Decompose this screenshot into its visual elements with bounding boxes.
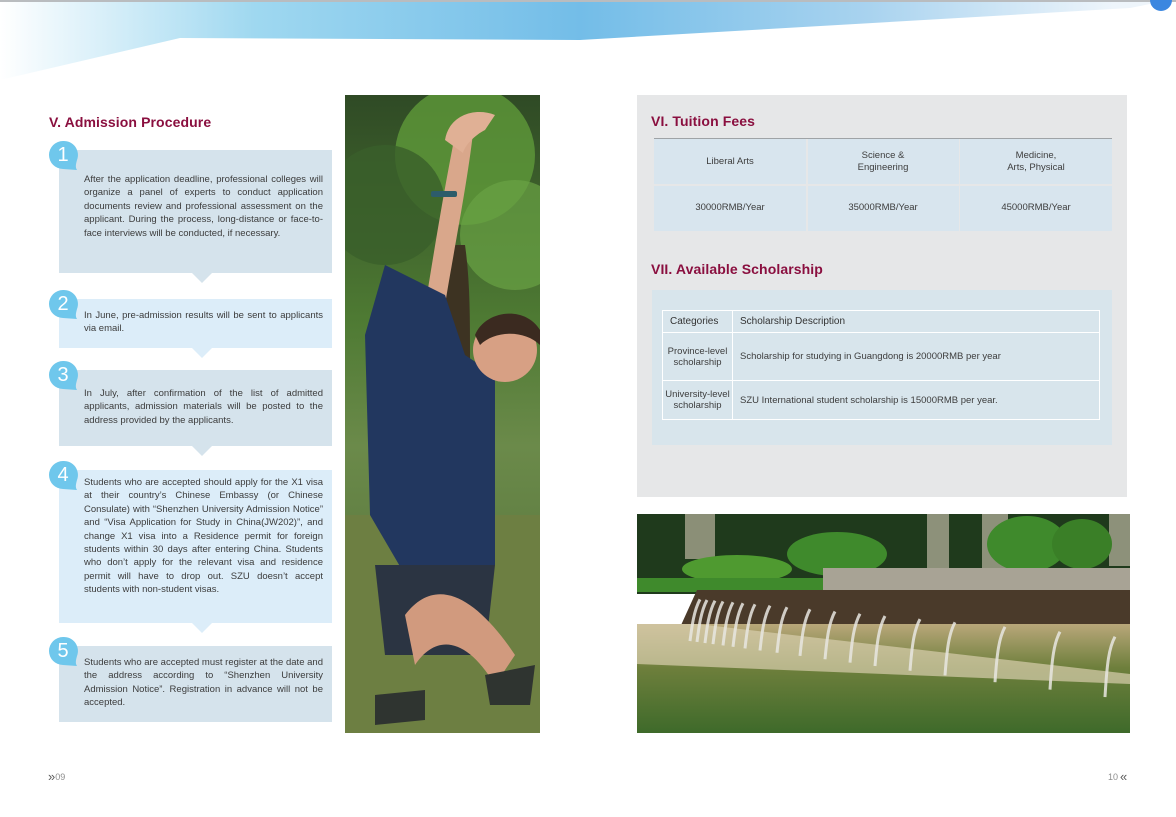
- tuition-value-science-engineering: 35000RMB/Year: [808, 186, 959, 231]
- tuition-header-cell: [960, 139, 1112, 184]
- tuition-value-row: [654, 184, 1112, 231]
- tuition-value-liberal-arts: 30000RMB/Year: [654, 186, 806, 231]
- admission-step-1: [57, 144, 332, 273]
- tuition-title: VI. Tuition Fees: [651, 113, 756, 129]
- tuition-header-cell: [808, 139, 959, 184]
- double-chevron-left-icon: «: [1120, 769, 1126, 784]
- scholarship-description: Scholarship for studying in Guangdong is 20000RMB per year: [733, 333, 1100, 381]
- admission-title: V. Admission Procedure: [49, 114, 212, 130]
- tuition-value-medicine-arts: 45000RMB/Year: [960, 186, 1112, 231]
- step-text: In July, after confirmation of the list of admitted applicants, admission materials will be posted to the address provided by the applicants.: [84, 388, 323, 426]
- step-number: 5: [57, 640, 69, 662]
- step-number-badge-icon: [48, 460, 80, 492]
- scholarship-category: Province-level scholarship: [663, 333, 733, 381]
- tuition-table: [654, 138, 1112, 231]
- tree-trunk: [1109, 514, 1130, 566]
- step-number-badge-icon: [48, 360, 80, 392]
- step-connector-arrow: [192, 348, 212, 358]
- scholarship-header-row: [663, 311, 1100, 333]
- step-connector-arrow: [192, 623, 212, 633]
- shoe: [375, 690, 425, 725]
- tuition-header-science-engineering: Science & Engineering: [857, 149, 909, 173]
- scholarship-category: University-level scholarship: [663, 381, 733, 420]
- step-number: 4: [57, 464, 69, 486]
- admission-step-5: [57, 640, 332, 722]
- scholarship-table: [662, 310, 1100, 420]
- admission-step-4: [57, 464, 332, 623]
- tuition-header-medicine-arts: Medicine, Arts, Physical: [1007, 149, 1065, 173]
- stone-ledge: [823, 568, 1130, 590]
- top-rule: [0, 0, 1176, 2]
- banner-shape: [0, 2, 1160, 80]
- scholarship-row: [663, 381, 1100, 420]
- admission-step-3: [57, 364, 332, 446]
- step-text: Students who are accepted should apply for the X1 visa at their country’s Chinese Embassy (or Chinese Consulate) with “Shenzhen University Admission Notice” and “Visa Application for Study in China(JW202)”, and change X1 visa into a Residence permit for foreign students within 30 days after entering China. Students who don’t apply for the relevant visa and residence permit will have to drop out. SZU doesn’t accept students with non-student visas.: [84, 477, 323, 596]
- tuition-header-cell: [654, 139, 806, 184]
- double-chevron-right-icon: »: [48, 769, 54, 784]
- bracelet: [431, 191, 457, 197]
- page-number-left-text: 09: [55, 771, 66, 782]
- step-number-badge-icon: [48, 289, 80, 321]
- step-number: 2: [57, 293, 69, 315]
- page-number-right: [1108, 769, 1125, 784]
- tuition-header-row: [654, 139, 1112, 184]
- header-banner: [0, 0, 1176, 90]
- hedge: [1052, 519, 1112, 569]
- step-text: In June, pre-admission results will be sent to applicants via email.: [84, 310, 323, 335]
- right-info-panel: [637, 95, 1127, 497]
- scholarship-box: [652, 290, 1112, 445]
- step-number-badge-icon: [48, 636, 80, 668]
- step-connector-arrow: [192, 273, 212, 283]
- scholarship-description: SZU International student scholarship is 15000RMB per year.: [733, 381, 1100, 420]
- page-number-left: [48, 769, 65, 784]
- page-number-right-text: 10: [1108, 771, 1119, 782]
- step-number: 1: [57, 144, 69, 166]
- scholarship-header-categories: Categories: [663, 311, 733, 333]
- scholarship-title: VII. Available Scholarship: [651, 261, 823, 277]
- scholarship-header-description: Scholarship Description: [733, 311, 1100, 333]
- step-number-badge-icon: [48, 140, 80, 172]
- admission-step-2: [57, 293, 332, 348]
- student-photo: [345, 95, 540, 733]
- tree-trunk: [927, 514, 949, 570]
- tree-trunk: [685, 514, 715, 559]
- step-text: After the application deadline, professional colleges will organize a panel of experts to conduct application documents review and professional assessment on the applicant. During the process, long-distance or face-to-face interviews will be conducted, if necessary.: [84, 174, 323, 239]
- step-text: Students who are accepted must register at the date and the address according to “Shenzhen University Admission Notice”. Registration in advance will not be accepted.: [84, 657, 323, 709]
- tuition-header-liberal-arts: Liberal Arts: [706, 155, 754, 167]
- step-connector-arrow: [192, 446, 212, 456]
- fountain-photo: [637, 514, 1130, 733]
- scholarship-row: [663, 333, 1100, 381]
- step-number: 3: [57, 364, 69, 386]
